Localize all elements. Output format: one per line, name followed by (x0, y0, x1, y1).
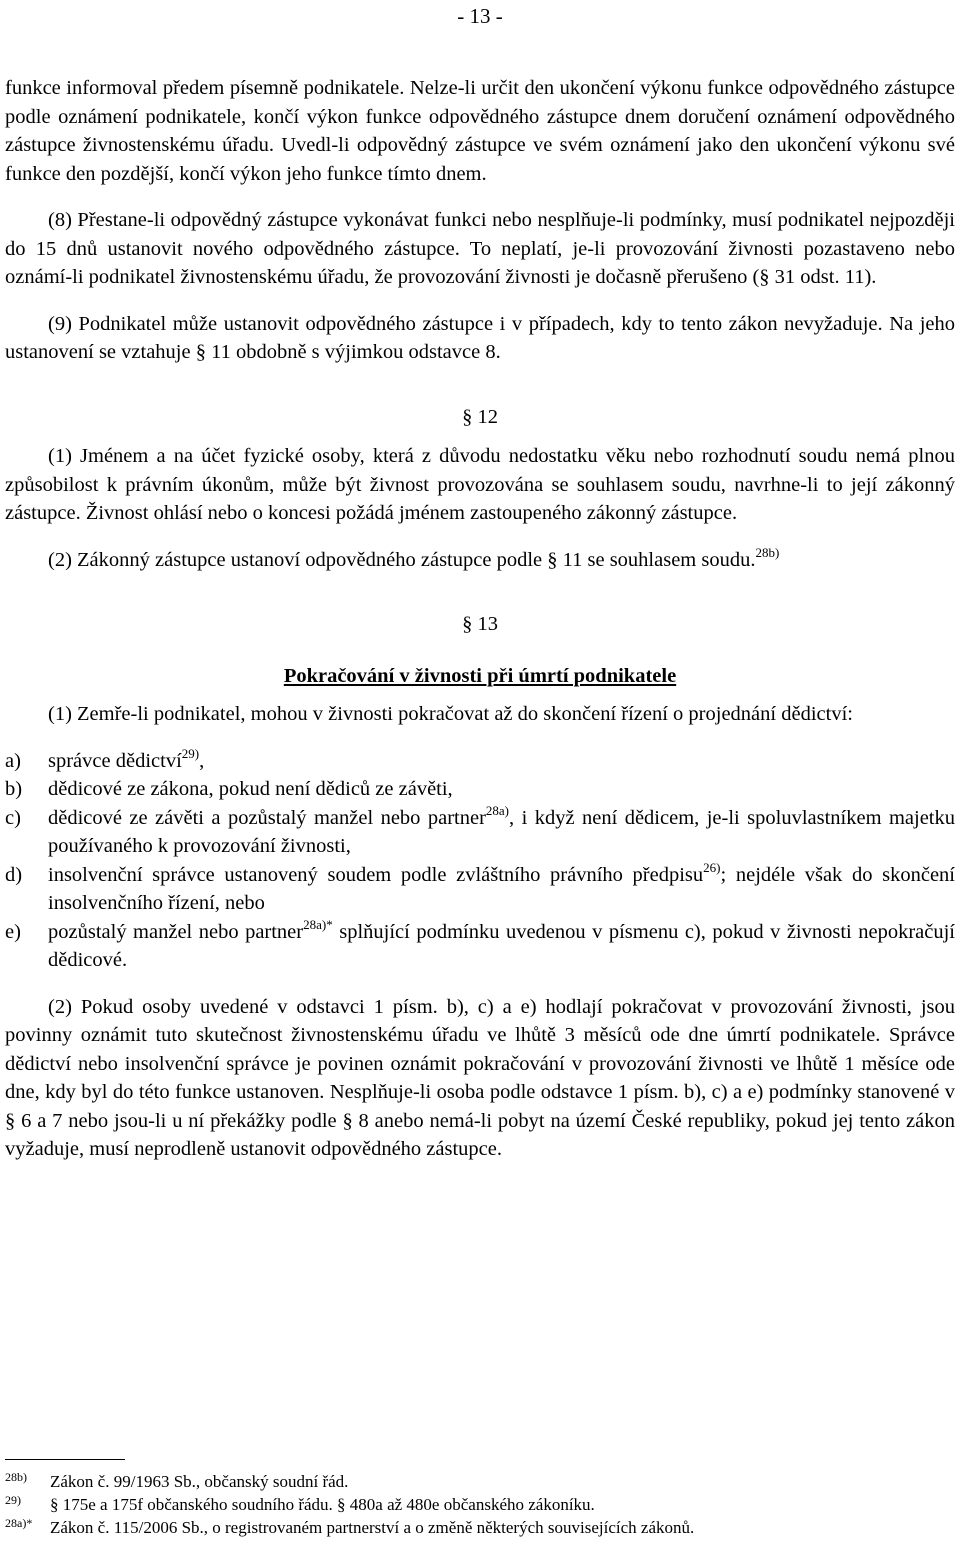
page-number: - 13 - (457, 4, 503, 28)
section-12-paragraph-1: (1) Jménem a na účet fyzické osoby, která z důvodu nedostatku věku nebo rozhodnutí soudu nemá plnou způsobilost k právním úkonům, může být živnost provozována se souhlasem soudu, navrhne-li to její zákonný zástupce. Živnost ohlásí nebo o koncesi požádá jménem zastoupeného zákonný zástupce. (5, 445, 955, 524)
footnote-ref: 28b) (755, 544, 780, 560)
list-item (5, 918, 955, 975)
section-12-heading: § 12 (462, 405, 498, 428)
paragraph-8: (8) Přestane-li odpovědný zástupce vykonávat funkci nebo nesplňuje-li podmínky, musí podnikatel nejpozději do 15 dnů ustanovit nového odpovědného zástupce. To neplatí, je-li provozování živnosti pozastaveno nebo oznámí-li podnikatel živnostenskému úřadu, že provozování živnosti je dočasně přerušeno (§ 31 odst. 11). (5, 209, 955, 288)
footnote-mark: 29) (5, 1493, 21, 1507)
list-item-text: pozůstalý manžel nebo partner (48, 920, 304, 943)
paragraph-9: (9) Podnikatel může ustanovit odpovědného zástupce i v případech, kdy to tento zákon nevyžaduje. Na jeho ustanovení se vztahuje § 11 obdobně s výjimkou odstavce 8. (5, 312, 955, 363)
list-item-text-tail: ; nejdéle však do skončení insolvenčního řízení, nebo (48, 863, 955, 914)
footnotes (5, 1470, 955, 1539)
footnote-ref: 28a)* (303, 916, 333, 932)
footnote-text: § 175e a 175f občanského soudního řádu. § 480a až 480e občanského zákoníku. (50, 1495, 595, 1514)
list-item-text: insolvenční správce ustanovený soudem podle zvláštního právního předpisu (48, 863, 704, 886)
list-item-mark: e) (5, 920, 21, 943)
footnote-ref: 26) (703, 859, 721, 875)
list-item-text-tail: splňující podmínku uvedenou v písmenu c), pokud v živnosti nepokračují dědicové. (48, 920, 955, 971)
list-item-text: správce dědictví (48, 749, 182, 772)
list-item-mark: d) (5, 863, 23, 886)
footnote (5, 1470, 955, 1493)
section-13-paragraph-1: (1) Zemře-li podnikatel, mohou v živnosti pokračovat až do skončení řízení o projednání dědictví: (48, 703, 853, 725)
section-12-paragraph-2 (5, 546, 955, 575)
footnote (5, 1516, 955, 1539)
list-item (5, 861, 955, 918)
footnote (5, 1493, 955, 1516)
footnote-text: Zákon č. 99/1963 Sb., občanský soudní řád. (50, 1472, 349, 1491)
footnote-text: Zákon č. 115/2006 Sb., o registrovaném partnerství a o změně některých souvisejících zákonů. (50, 1518, 695, 1537)
list-item-mark: b) (5, 778, 23, 800)
footnote-divider (5, 1459, 125, 1460)
paragraph-continuation: funkce informoval předem písemně podnikatele. Nelze-li určit den ukončení výkonu funkce odpovědného zástupce podle oznámení podnikatele, končí výkon funkce odpovědného zástupce dnem doručení oznámení odpovědného zástupce živnostenskému úřadu. Uvedl-li odpovědný zástupce ve svém oznámení jako den ukončení výkonu své funkce den pozdější, končí výkon jeho funkce tímto dnem. (5, 77, 955, 185)
footnote-mark: 28b) (5, 1470, 27, 1484)
footnote-mark: 28a)* (5, 1516, 33, 1530)
list-item-mark: a) (5, 749, 21, 772)
list-item (5, 775, 955, 804)
section-13-heading: § 13 (462, 613, 498, 635)
list-item-text-tail: , (199, 749, 205, 772)
footnote-ref: 28a) (485, 802, 510, 818)
heirs-list (5, 747, 955, 975)
list-item-text: dědicové ze závěti a pozůstalý manžel nebo partner (48, 806, 486, 829)
list-item-text-tail: , i když není dědicem, je-li spoluvlastníkem majetku používaného k provozování živnosti, (48, 806, 955, 857)
section-12-paragraph-2-text: (2) Zákonný zástupce ustanoví odpovědného zástupce podle § 11 se souhlasem soudu. (48, 548, 756, 571)
list-item-mark: c) (5, 806, 21, 829)
list-item (5, 804, 955, 861)
document-body (5, 74, 955, 1164)
list-item (5, 747, 955, 776)
list-item-text: dědicové ze zákona, pokud není dědiců ze závěti, (48, 778, 453, 800)
section-13-title: Pokračování v živnosti při úmrtí podnikatele (283, 664, 677, 687)
section-13-paragraph-2: (2) Pokud osoby uvedené v odstavci 1 písm. b), c) a e) hodlají pokračovat v provozování živnosti, jsou povinny oznámit tuto skutečnost živnostenskému úřadu ve lhůtě 3 měsíců ode dne úmrtí podnikatele. Správce dědictví nebo insolvenční správce je povinen oznámit pokračování v provozování živnosti ve lhůtě 1 měsíce ode dne, kdy byl do této funkce ustanoven. Nesplňuje-li osoba podle odstavce 1 písm. b), c) a e) podmínky stanovené v § 6 a 7 nebo jsou-li u ní překážky podle § 8 anebo nemá-li pobyt na území České republiky, pokud jej tento zákon vyžaduje, musí neprodleně ustanovit odpovědného zástupce. (5, 995, 955, 1160)
footnote-ref: 29) (181, 745, 200, 761)
